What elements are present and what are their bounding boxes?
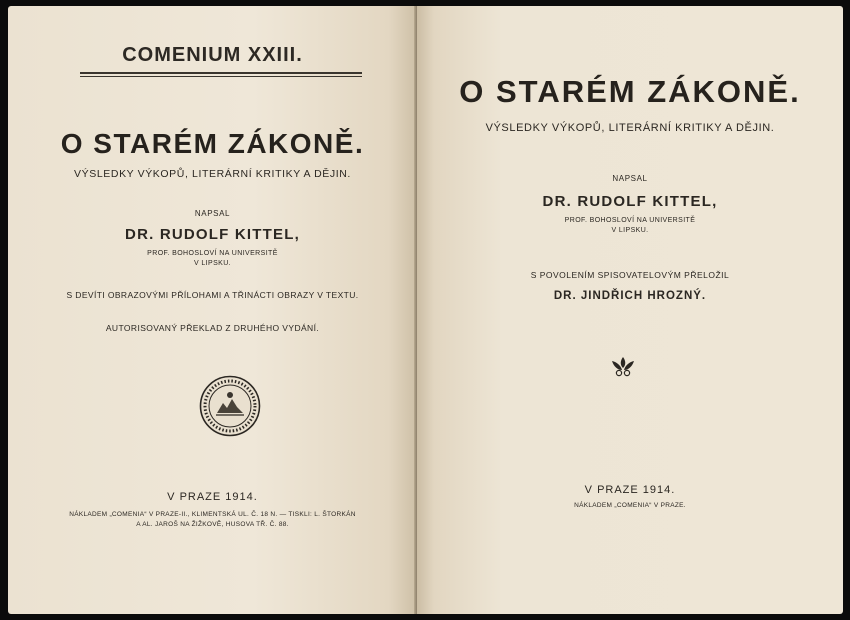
- plates-note: S DEVÍTI OBRAZOVÝMI PŘÍLOHAMI A TŘINÁCTI OBRAZY V TEXTU.: [66, 290, 359, 300]
- author-name: DR. RUDOLF KITTEL,: [542, 193, 718, 210]
- series-title: COMENIUM XXIII.: [122, 44, 303, 66]
- book-title: O STARÉM ZÁKONĚ.: [459, 74, 801, 109]
- author-affiliation-line2: V LIPSKU.: [193, 260, 232, 267]
- divider-rule-top: [80, 72, 362, 74]
- napsal-label: NAPSAL: [612, 174, 648, 183]
- imprint-line2: A AL. JAROŠ NA ŽIŽKOVĚ, HUSOVA TŘ. Č. 88.: [136, 521, 289, 528]
- translator-note: S POVOLENÍM SPISOVATELOVÝM PŘELOŽIL: [530, 270, 730, 280]
- imprint-line1: NÁKLADEM „COMENIA“ V PRAZE-II., KLIMENTSKÁ UL. Č. 18 N. — TISKLI: L. ŠTORKÁN: [69, 511, 356, 518]
- right-page: [417, 6, 843, 614]
- author-affiliation: [417, 216, 843, 236]
- translator-name: DR. JINDŘICH HROZNÝ.: [553, 290, 707, 302]
- divider-rule-bottom: [80, 76, 362, 77]
- author-affiliation-line2: V LIPSKU.: [611, 227, 649, 234]
- seal-icon: [199, 375, 261, 437]
- place-year: V PRAZE 1914.: [167, 491, 258, 503]
- book-subtitle: VÝSLEDKY VÝKOPŮ, LITERÁRNÍ KRITIKY A DĚJIN.: [485, 122, 775, 134]
- author-affiliation: [8, 249, 417, 269]
- book-title: O STARÉM ZÁKONĚ.: [60, 128, 365, 159]
- author-affiliation-line1: PROF. BOHOSLOVÍ NA UNIVERSITĚ: [147, 250, 278, 257]
- left-page: [8, 6, 417, 614]
- book-subtitle: VÝSLEDKY VÝKOPŮ, LITERÁRNÍ KRITIKY A DĚJIN.: [74, 168, 351, 180]
- imprint: NÁKLADEM „COMENIA“ V PRAZE.: [574, 502, 686, 509]
- authorized-note: AUTORISOVANÝ PŘEKLAD Z DRUHÉHO VYDÁNÍ.: [105, 323, 320, 333]
- napsal-label: NAPSAL: [194, 209, 231, 218]
- leaf-ornament-icon: [610, 353, 636, 379]
- place-year: V PRAZE 1914.: [584, 484, 676, 496]
- author-affiliation-line1: PROF. BOHOSLOVÍ NA UNIVERSITĚ: [564, 217, 696, 224]
- author-name: DR. RUDOLF KITTEL,: [125, 226, 300, 243]
- imprint: [8, 510, 417, 530]
